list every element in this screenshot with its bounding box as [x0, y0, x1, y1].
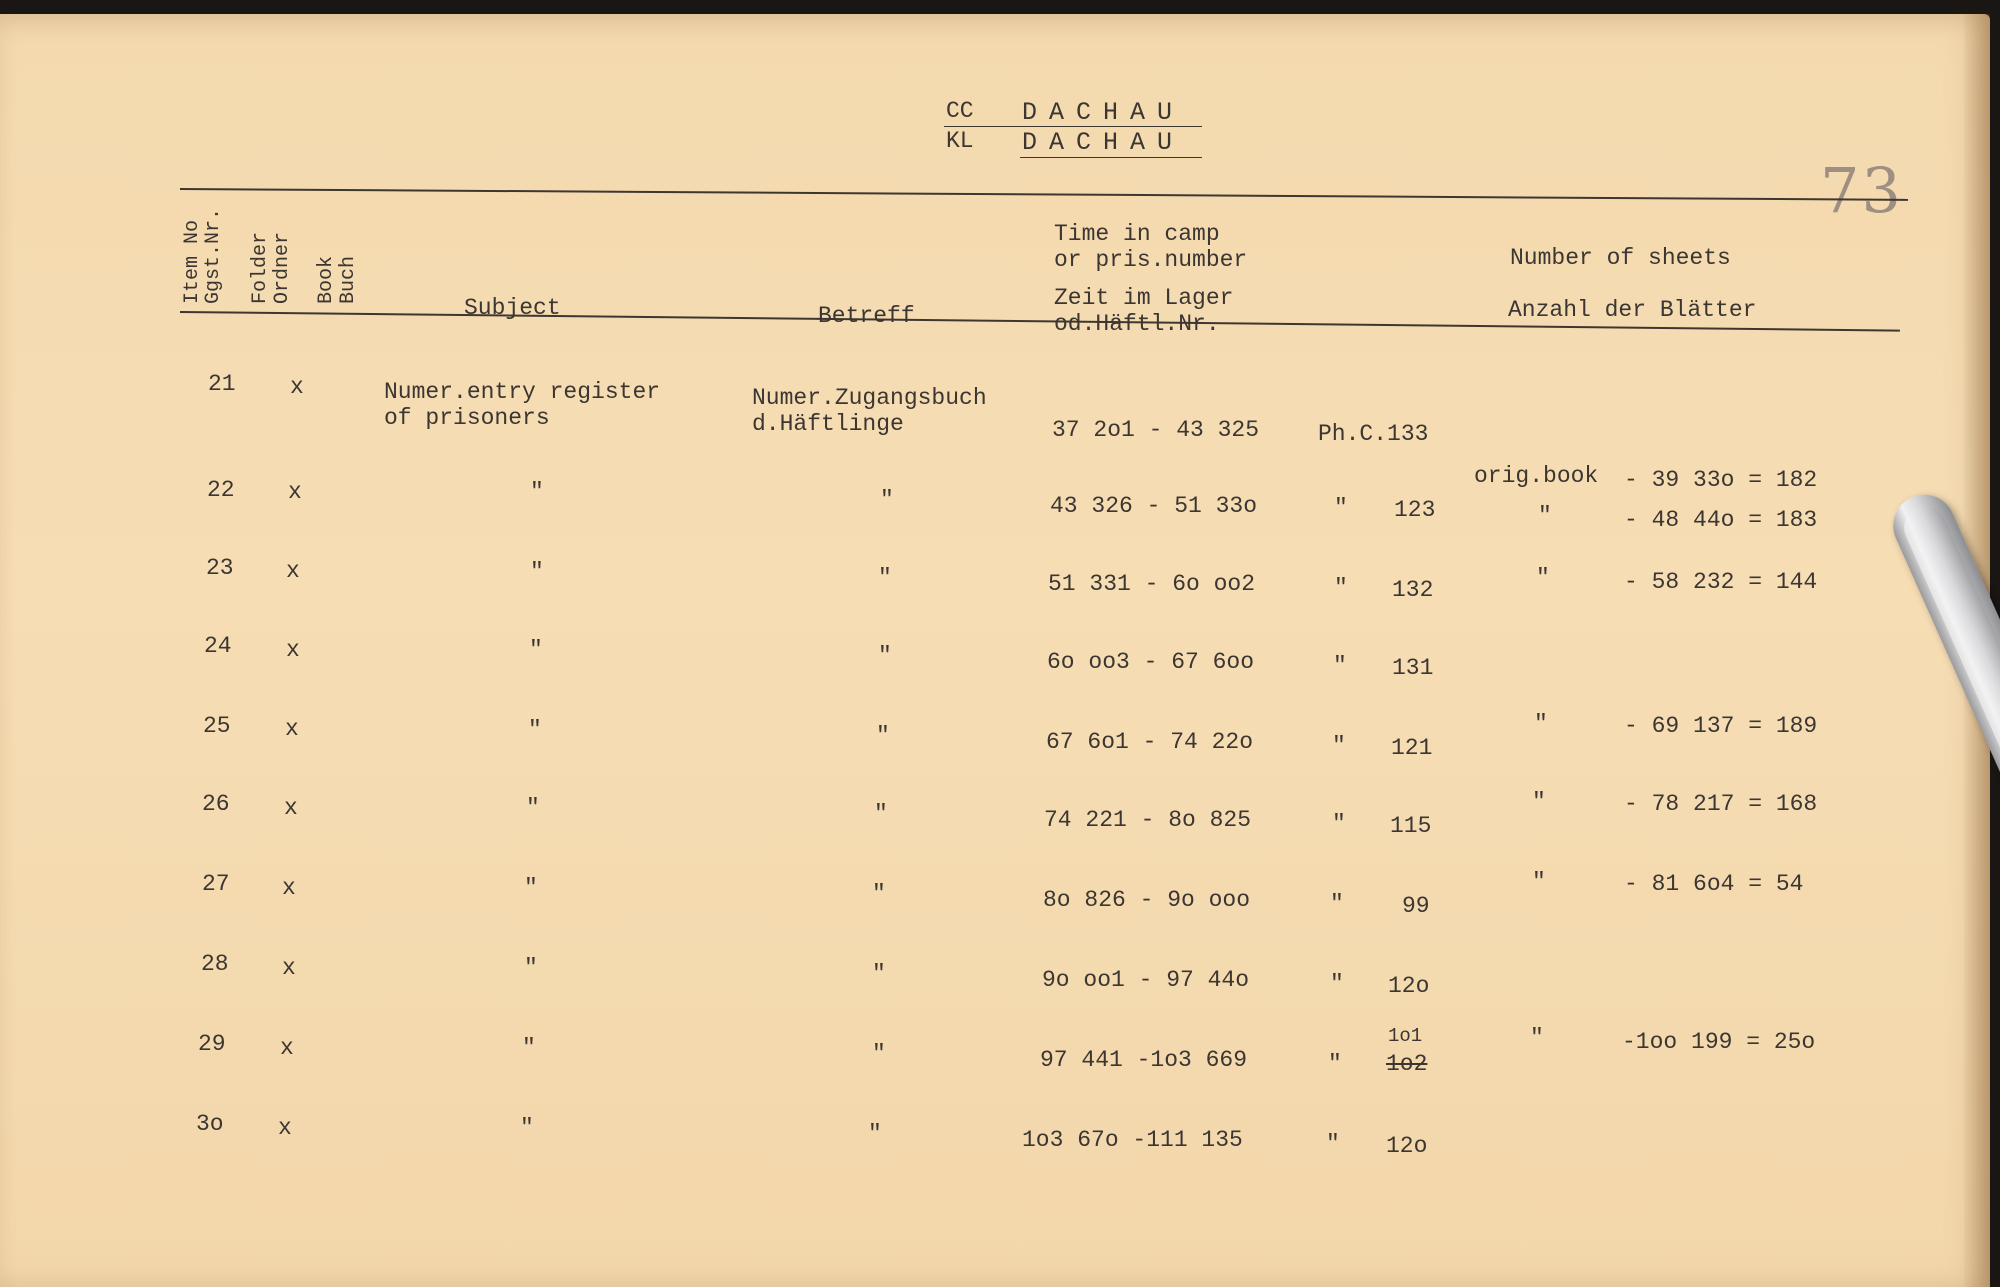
row-25-prisoner-range: 67 6o1 - 74 22o: [1046, 729, 1254, 755]
kl-prefix: KL: [946, 128, 974, 154]
row-29-folder-mark: x: [280, 1035, 294, 1061]
row-22-subject-ditto: ": [530, 479, 544, 505]
row-23-photocopy-count: 132: [1392, 577, 1434, 603]
column-header-time-en-1: Time in camp: [1054, 221, 1220, 247]
row-29-ph-ditto: ": [1328, 1051, 1342, 1077]
row-27-item: 27: [202, 871, 230, 897]
row-30-photocopy-count: 12o: [1386, 1133, 1428, 1159]
row-23-prisoner-range: 51 331 - 6o oo2: [1048, 571, 1256, 597]
row-29-sheets-label: ": [1530, 1025, 1544, 1051]
row-29-handwritten-correction: 1o1: [1388, 1025, 1423, 1047]
row-27-sheets-calc: - 81 6o4 = 54: [1624, 871, 1804, 897]
row-22-sheets-calc-2: - 48 44o = 183: [1624, 507, 1818, 533]
row-23-sheets-label: ": [1536, 565, 1550, 591]
row-30-betreff-ditto: ": [868, 1121, 882, 1147]
title-underline: [944, 126, 1202, 127]
row-21-photocopy-ref: Ph.C.133: [1318, 421, 1429, 447]
column-header-time-de-2: od.Häftl.Nr.: [1054, 311, 1220, 337]
row-21-subject-line-1: Numer.entry register: [384, 379, 661, 405]
row-30-item: 3o: [196, 1111, 224, 1137]
row-22-sheets-calc-1: - 39 33o = 182: [1624, 467, 1818, 493]
row-25-betreff-ditto: ": [876, 723, 890, 749]
row-30-folder-mark: x: [278, 1115, 292, 1141]
document-page: [0, 14, 1990, 1287]
book-label: Book: [315, 255, 338, 304]
title-underline-2: [1020, 157, 1202, 158]
row-23-subject-ditto: ": [530, 559, 544, 585]
row-28-item: 28: [201, 951, 229, 977]
row-23-item: 23: [206, 555, 234, 581]
row-24-folder-mark: x: [286, 637, 300, 663]
row-26-ph-ditto: ": [1332, 811, 1346, 837]
row-24-item: 24: [204, 633, 232, 659]
row-27-betreff-ditto: ": [872, 881, 886, 907]
row-22-folder-mark: x: [288, 479, 302, 505]
row-24-betreff-ditto: ": [878, 643, 892, 669]
row-25-sheets-label: ": [1534, 711, 1548, 737]
row-21-item: 21: [208, 371, 236, 397]
row-24-subject-ditto: ": [529, 637, 543, 663]
row-27-subject-ditto: ": [524, 875, 538, 901]
column-header-time-de-1: Zeit im Lager: [1054, 285, 1234, 311]
row-29-prisoner-range: 97 441 -1o3 669: [1040, 1047, 1248, 1073]
row-27-prisoner-range: 8o 826 - 9o ooo: [1043, 887, 1251, 913]
row-22-betreff-ditto: ": [880, 487, 894, 513]
row-21-prisoner-range: 37 2o1 - 43 325: [1052, 417, 1260, 443]
camp-name-english: DACHAU: [1022, 98, 1185, 127]
column-header-sheets-en: Number of sheets: [1510, 245, 1731, 271]
row-29-item: 29: [198, 1031, 226, 1057]
row-21-folder-mark: x: [290, 374, 304, 400]
row-22-item: 22: [207, 477, 235, 503]
row-30-prisoner-range: 1o3 67o -111 135: [1022, 1127, 1243, 1153]
row-26-sheets-label: ": [1532, 789, 1546, 815]
header-top-rule: [180, 188, 1908, 201]
column-header-betreff: Betreff: [818, 303, 915, 329]
row-28-prisoner-range: 9o oo1 - 97 44o: [1042, 967, 1250, 993]
row-25-ph-ditto: ": [1332, 733, 1346, 759]
camp-name-german: DACHAU: [1022, 128, 1185, 157]
row-25-subject-ditto: ": [528, 717, 542, 743]
row-29-struck-count: 1o2: [1386, 1051, 1428, 1077]
row-27-ph-ditto: ": [1330, 891, 1344, 917]
row-28-folder-mark: x: [282, 955, 296, 981]
row-22-sheets-label-2: ": [1538, 503, 1552, 529]
column-header-ordner: [272, 232, 293, 304]
row-23-betreff-ditto: ": [878, 565, 892, 591]
row-22-prisoner-range: 43 326 - 51 33o: [1050, 493, 1258, 519]
row-30-subject-ditto: ": [520, 1115, 534, 1141]
row-26-photocopy-count: 115: [1390, 813, 1432, 839]
row-28-ph-ditto: ": [1330, 971, 1344, 997]
column-header-buch: [338, 256, 359, 304]
column-header-subject: Subject: [464, 295, 561, 321]
item-no-label: Item No: [181, 219, 204, 304]
row-26-betreff-ditto: ": [874, 801, 888, 827]
ordner-label: Ordner: [271, 231, 294, 304]
row-25-sheets-calc: - 69 137 = 189: [1624, 713, 1818, 739]
row-23-sheets-calc: - 58 232 = 144: [1624, 569, 1818, 595]
row-30-ph-ditto: ": [1326, 1131, 1340, 1157]
row-23-ph-ditto: ": [1334, 575, 1348, 601]
row-24-prisoner-range: 6o oo3 - 67 6oo: [1047, 649, 1255, 675]
column-header-item-no: [182, 220, 203, 304]
row-27-photocopy-count: 99: [1402, 893, 1430, 919]
row-26-subject-ditto: ": [526, 795, 540, 821]
row-25-photocopy-count: 121: [1391, 735, 1433, 761]
row-27-folder-mark: x: [282, 875, 296, 901]
cc-prefix: CC: [946, 98, 974, 124]
row-26-folder-mark: x: [284, 795, 298, 821]
folder-label: Folder: [249, 231, 272, 304]
row-22-photocopy-count: 123: [1394, 497, 1436, 523]
column-header-time-en-2: or pris.number: [1054, 247, 1248, 273]
row-21-betreff-line-1: Numer.Zugangsbuch: [752, 385, 987, 411]
buch-label: Buch: [337, 255, 360, 304]
row-28-subject-ditto: ": [524, 955, 538, 981]
row-29-sheets-calc: -1oo 199 = 25o: [1622, 1029, 1816, 1055]
page-number: 73: [1820, 154, 1903, 227]
row-27-sheets-label: ": [1532, 869, 1546, 895]
row-24-ph-ditto: ": [1333, 653, 1347, 679]
row-26-sheets-calc: - 78 217 = 168: [1624, 791, 1818, 817]
row-28-betreff-ditto: ": [872, 961, 886, 987]
row-22-sheets-label-1: orig.book: [1474, 463, 1599, 489]
column-header-ggst-nr: [203, 208, 224, 304]
column-header-book: [316, 256, 337, 304]
row-28-photocopy-count: 12o: [1388, 973, 1430, 999]
row-26-item: 26: [202, 791, 230, 817]
column-header-sheets-de: Anzahl der Blätter: [1508, 297, 1757, 323]
ggst-nr-label: Ggst.Nr.: [202, 207, 225, 304]
row-23-folder-mark: x: [286, 558, 300, 584]
column-header-folder: [250, 232, 271, 304]
row-25-item: 25: [203, 713, 231, 739]
row-29-betreff-ditto: ": [872, 1041, 886, 1067]
row-25-folder-mark: x: [285, 716, 299, 742]
row-29-subject-ditto: ": [522, 1035, 536, 1061]
row-21-betreff-line-2: d.Häftlinge: [752, 411, 904, 437]
row-26-prisoner-range: 74 221 - 8o 825: [1044, 807, 1252, 833]
row-24-photocopy-count: 131: [1392, 655, 1434, 681]
row-21-subject-line-2: of prisoners: [384, 405, 550, 431]
row-22-ph-ditto: ": [1334, 495, 1348, 521]
